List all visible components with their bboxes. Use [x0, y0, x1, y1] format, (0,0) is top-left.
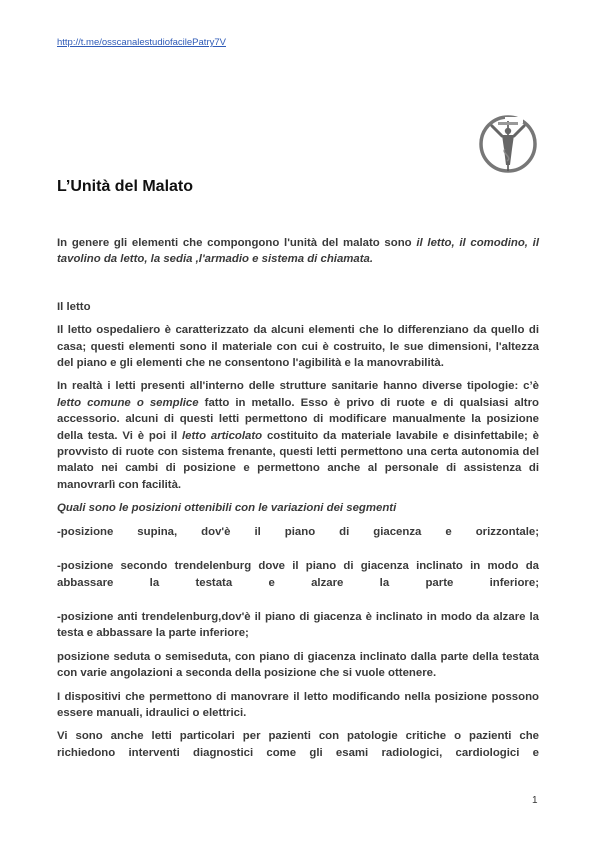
document-title: L’Unità del Malato	[57, 178, 194, 195]
position-seduta: posizione seduta o semiseduta, con piano di giacenza inclinato dalla parte della testata con varie angolazioni a seconda della posizione che si vuole ottenere.	[57, 650, 539, 680]
intro-paragraph: In genere gli elementi che compongono l'unità del malato sono il letto, il comodino, il tavolino da letto, la sedia ,l'armadio e sistema di chiamata.	[57, 237, 540, 266]
caduceus-figure-logo	[478, 113, 538, 175]
page-number: 1	[532, 795, 538, 806]
paragraph-3: I dispositivi che permettono di manovrare il letto modificando nella posizione possono essere manuali, idraulici o elettrici.	[57, 690, 539, 719]
position-trendelenburg: -posizione secondo trendelenburg dove il piano di giacenza inclinato in modo da abbassare la testata e alzare la parte inferiore;	[57, 560, 539, 589]
position-anti-trendelenburg: -posizione anti trendelenburg,dov'è il piano di giacenza è inclinato in modo da alzare la testa e abbassare la parte inferiore;	[57, 610, 539, 640]
header-link[interactable]: http://t.me/osscanalestudiofacilePatry7V	[57, 37, 226, 48]
section-heading-letto: Il letto	[57, 300, 91, 313]
document-body	[57, 235, 539, 761]
paragraph-4: Vi sono anche letti particolari per pazienti con patologie critiche o pazienti che richiedono interventi diagnostici come gli esami radiologici, cardiologici e	[57, 730, 539, 759]
intro-items: il letto, il comodino, il tavolino da letto, la sedia ,l'armadio e sistema di chiamata.	[57, 237, 540, 266]
position-supina: -posizione supina, dov'è il piano di giacenza e orizzontale;	[57, 525, 539, 538]
positions-question: Quali sono le posizioni ottenibili con le variazioni dei segmenti	[57, 502, 397, 515]
paragraph-1: Il letto ospedaliero è caratterizzato da alcuni elementi che lo differenziano da quello di casa; questi elementi sono il materiale con cui è costruito, le sue dimensioni, l'altezza del piano e gli elementi che ne consentono l'agibilità e la manovrabilità.	[57, 324, 539, 370]
paragraph-2: In realtà i letti presenti all'interno delle strutture sanitarie hanno diverse tipologie: c’è letto comune o semplice fatto in metallo. Esso è privo di ruote e di qualsiasi altro accessorio. alcuni di questi letti permettono di modificare manualmente la posizione della testa. Vi è poi il letto articolato costituito da materiale lavabile e disinfettabile; è provvisto di ruote con sistema frenante, questi letti permettono una certa autonomia del malato nei cambi di posizione e permettono anche al personale di assistenza di manovrarlì con facilità.	[57, 380, 539, 491]
